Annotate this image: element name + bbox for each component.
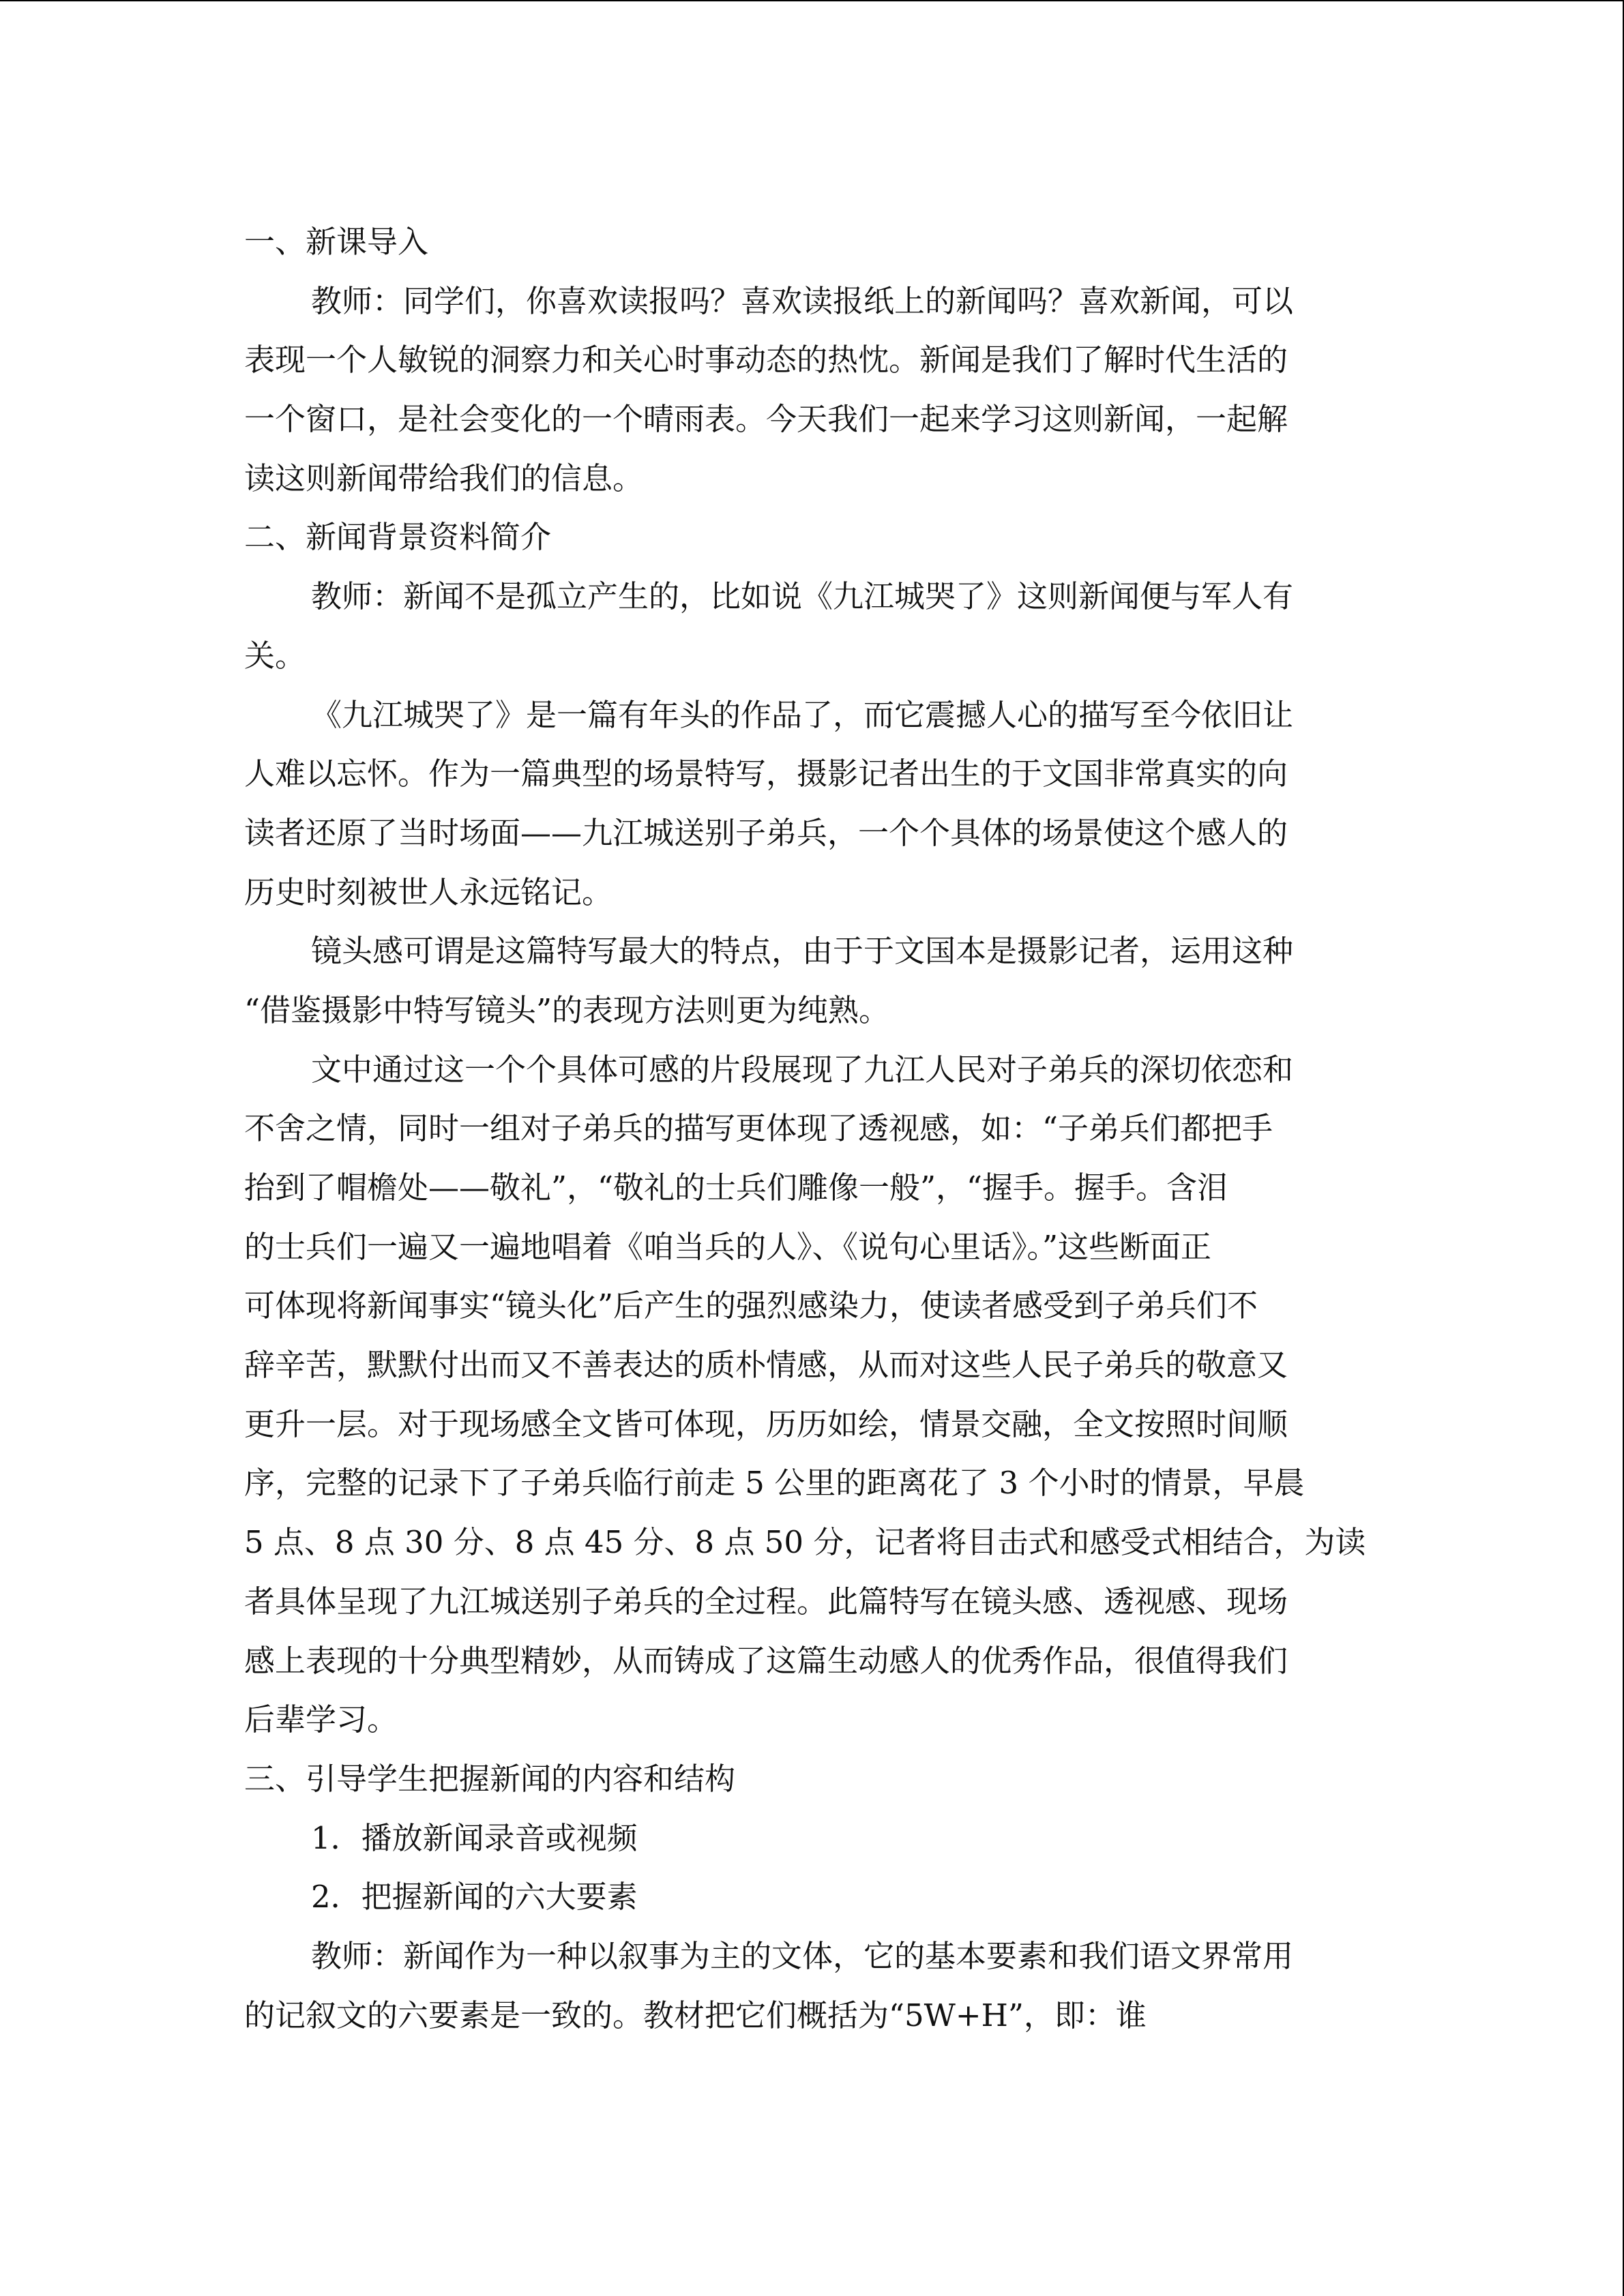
paragraph-first-line: 教师：新闻不是孤立产生的，比如说《九江城哭了》这则新闻便与军人有 [311, 578, 1294, 615]
text-line: 读这则新闻带给我们的信息。 [244, 460, 644, 496]
text-line: 后辈学习。 [244, 1701, 398, 1738]
text-line: 关。 [244, 637, 306, 674]
text-line: 5 点、8 点 30 分、8 点 45 分、8 点 50 分，记者将目击式和感受式相结合，为读 [244, 1524, 1366, 1561]
paragraph-first-line: 教师：新闻作为一种以叙事为主的文体，它的基本要素和我们语文界常用 [311, 1937, 1294, 1974]
text-line: 一个窗口，是社会变化的一个晴雨表。今天我们一起来学习这则新闻，一起解 [244, 401, 1288, 438]
text-line: 人难以忘怀。作为一篇典型的场景特写，摄影记者出生的于文国非常真实的向 [244, 756, 1288, 792]
text-line: 读者还原了当时场面——九江城送别子弟兵，一个个具体的场景使这个感人的 [244, 814, 1288, 851]
document-body [244, 213, 1376, 2045]
section-heading: 二、新闻背景资料简介 [244, 519, 552, 556]
text-line: 不舍之情，同时一组对子弟兵的描写更体现了透视感，如：“子弟兵们都把手 [244, 1110, 1273, 1147]
text-line: 抬到了帽檐处——敬礼”，“敬礼的士兵们雕像一般”，“握手。握手。含泪 [244, 1169, 1228, 1206]
text-line: 感上表现的十分典型精妙，从而铸成了这篇生动感人的优秀作品，很值得我们 [244, 1642, 1288, 1679]
paragraph-first-line: 镜头感可谓是这篇特写最大的特点，由于于文国本是摄影记者，运用这种 [311, 933, 1294, 970]
list-item: 2．把握新闻的六大要素 [311, 1879, 638, 1915]
text-line: 序，完整的记录下了子弟兵临行前走 5 公里的距离花了 3 个小时的情景，早晨 [244, 1465, 1305, 1502]
paragraph-first-line: 《九江城哭了》是一篇有年头的作品了，而它震撼人心的描写至今依旧让 [311, 696, 1294, 733]
text-line: 表现一个人敏锐的洞察力和关心时事动态的热忱。新闻是我们了解时代生活的 [244, 342, 1288, 378]
paragraph-first-line: 文中通过这一个个具体可感的片段展现了九江人民对子弟兵的深切依恋和 [311, 1051, 1294, 1088]
text-line: 的士兵们一遍又一遍地唱着《咱当兵的人》、《说句心里话》。”这些断面正 [244, 1228, 1212, 1265]
text-line: 辞辛苦，默默付出而又不善表达的质朴情感，从而对这些人民子弟兵的敬意又 [244, 1347, 1288, 1384]
list-item: 1．播放新闻录音或视频 [311, 1819, 638, 1856]
text-line: 更升一层。对于现场感全文皆可体现，历历如绘，情景交融，全文按照时间顺 [244, 1405, 1288, 1442]
section-heading: 三、引导学生把握新闻的内容和结构 [244, 1760, 736, 1797]
text-line: 者具体呈现了九江城送别子弟兵的全过程。此篇特写在镜头感、透视感、现场 [244, 1583, 1288, 1620]
paragraph-first-line: 教师：同学们，你喜欢读报吗？喜欢读报纸上的新闻吗？喜欢新闻，可以 [311, 282, 1294, 319]
section-heading: 一、新课导入 [244, 224, 429, 260]
text-line: 的记叙文的六要素是一致的。教材把它们概括为“5W+H”，即：谁 [244, 1997, 1147, 2033]
text-line: 可体现将新闻事实“镜头化”后产生的强烈感染力，使读者感受到子弟兵们不 [244, 1287, 1258, 1324]
text-line: 历史时刻被世人永远铭记。 [244, 874, 613, 910]
text-line: “借鉴摄影中特写镜头”的表现方法则更为纯熟。 [244, 992, 890, 1028]
